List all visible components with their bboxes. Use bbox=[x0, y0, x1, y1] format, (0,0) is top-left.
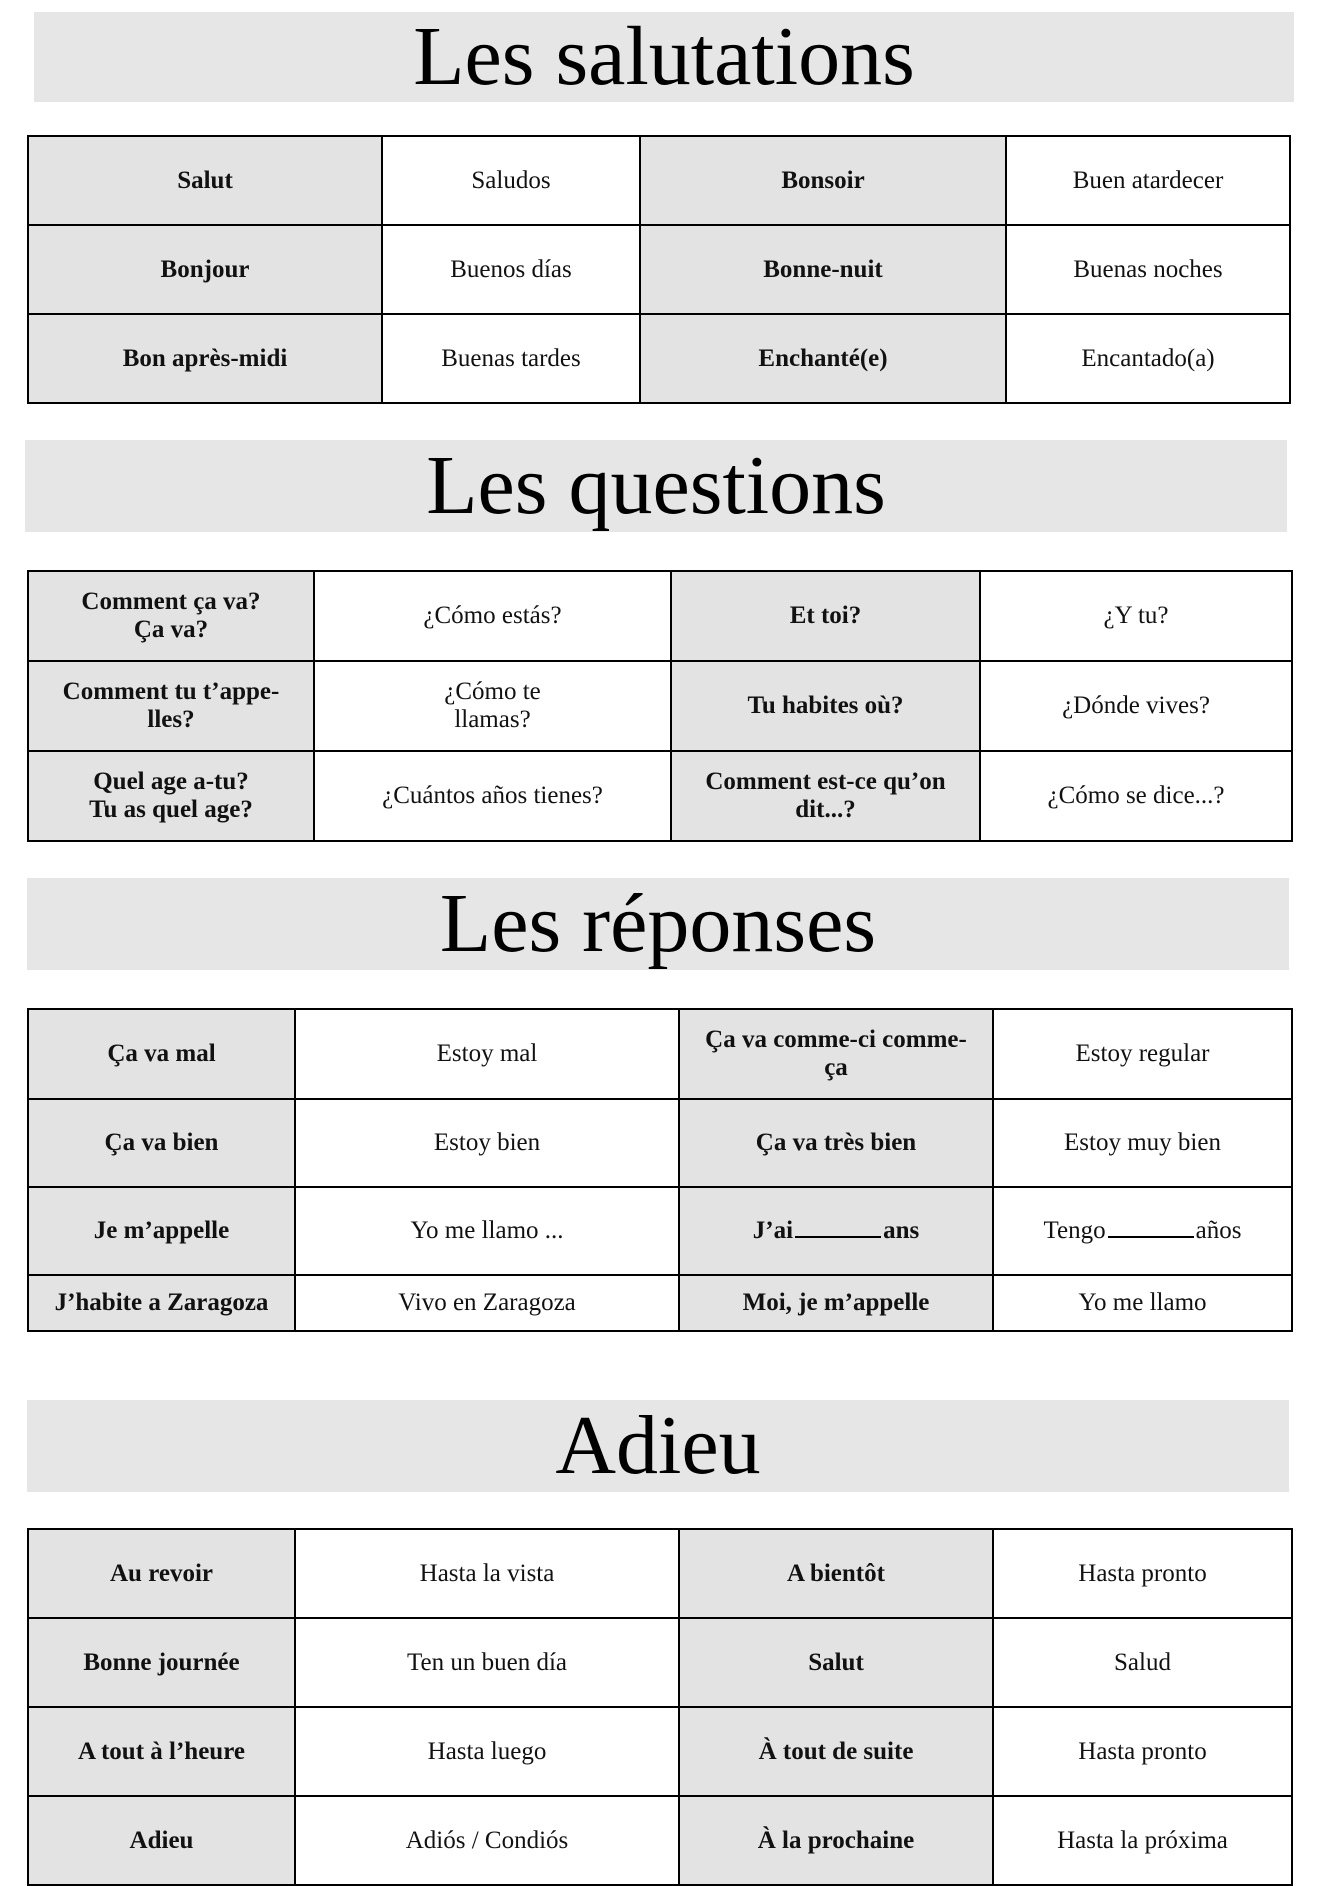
spanish-translation-cell: ¿Cuántos años tienes? bbox=[314, 751, 671, 841]
spanish-translation-cell: Encantado(a) bbox=[1006, 314, 1290, 403]
spanish-translation-cell: Estoy muy bien bbox=[993, 1099, 1292, 1187]
french-term-cell: Bon après-midi bbox=[28, 314, 382, 403]
spanish-translation-cell: Hasta pronto bbox=[993, 1529, 1292, 1618]
spanish-translation-cell: Estoy mal bbox=[295, 1009, 679, 1099]
spanish-translation-cell: Hasta luego bbox=[295, 1707, 679, 1796]
spanish-translation-cell: Buenos días bbox=[382, 225, 640, 314]
table-row bbox=[28, 1529, 1292, 1618]
french-term-cell: A tout à l’heure bbox=[28, 1707, 295, 1796]
table-row bbox=[28, 751, 1292, 841]
spanish-translation-cell: ¿Cómo estás? bbox=[314, 571, 671, 661]
french-term-cell: Ça va très bien bbox=[679, 1099, 993, 1187]
spanish-translation-cell: Hasta pronto bbox=[993, 1707, 1292, 1796]
table-row bbox=[28, 136, 1290, 225]
french-term-cell: Bonjour bbox=[28, 225, 382, 314]
french-term-cell: J’habite a Zaragoza bbox=[28, 1275, 295, 1331]
spanish-translation-cell: Buenas noches bbox=[1006, 225, 1290, 314]
french-term-cell: Quel age a-tu? Tu as quel age? bbox=[28, 751, 314, 841]
spanish-translation-cell: Tengo años bbox=[993, 1187, 1292, 1275]
french-term-cell: J’ai ans bbox=[679, 1187, 993, 1275]
spanish-translation-cell: Estoy bien bbox=[295, 1099, 679, 1187]
vocab-table-questions bbox=[27, 570, 1293, 842]
french-term-cell: Et toi? bbox=[671, 571, 980, 661]
spanish-translation-cell: Adiós / Condiós bbox=[295, 1796, 679, 1885]
spanish-translation-cell: Estoy regular bbox=[993, 1009, 1292, 1099]
french-term-cell: Salut bbox=[679, 1618, 993, 1707]
spanish-translation-cell: Saludos bbox=[382, 136, 640, 225]
french-term-cell: À tout de suite bbox=[679, 1707, 993, 1796]
french-term-cell: Bonne journée bbox=[28, 1618, 295, 1707]
vocab-table-adieu bbox=[27, 1528, 1293, 1886]
spanish-translation-cell: Vivo en Zaragoza bbox=[295, 1275, 679, 1331]
french-term-cell: Moi, je m’appelle bbox=[679, 1275, 993, 1331]
table-row bbox=[28, 1618, 1292, 1707]
spanish-translation-cell: Buen atardecer bbox=[1006, 136, 1290, 225]
table-row bbox=[28, 1707, 1292, 1796]
spanish-translation-cell: ¿Cómo se dice...? bbox=[980, 751, 1292, 841]
spanish-translation-cell: ¿Dónde vives? bbox=[980, 661, 1292, 751]
french-term-cell: A bientôt bbox=[679, 1529, 993, 1618]
french-term-cell: Adieu bbox=[28, 1796, 295, 1885]
table-row bbox=[28, 1275, 1292, 1331]
vocab-table-salutations bbox=[27, 135, 1291, 404]
french-term-cell: Comment ça va? Ça va? bbox=[28, 571, 314, 661]
table-row bbox=[28, 225, 1290, 314]
table-row bbox=[28, 314, 1290, 403]
spanish-translation-cell: ¿Y tu? bbox=[980, 571, 1292, 661]
french-term-cell: Bonsoir bbox=[640, 136, 1006, 225]
french-term-cell: Au revoir bbox=[28, 1529, 295, 1618]
section-title-salutations: Les salutations bbox=[34, 12, 1294, 102]
french-term-cell: Tu habites où? bbox=[671, 661, 980, 751]
french-term-cell: Bonne-nuit bbox=[640, 225, 1006, 314]
spanish-translation-cell: Salud bbox=[993, 1618, 1292, 1707]
table-row bbox=[28, 1099, 1292, 1187]
spanish-translation-cell: ¿Cómo te llamas? bbox=[314, 661, 671, 751]
table-row bbox=[28, 571, 1292, 661]
table-row bbox=[28, 661, 1292, 751]
spanish-translation-cell: Yo me llamo ... bbox=[295, 1187, 679, 1275]
spanish-translation-cell: Hasta la vista bbox=[295, 1529, 679, 1618]
section-title-adieu: Adieu bbox=[27, 1400, 1289, 1492]
french-term-cell: À la prochaine bbox=[679, 1796, 993, 1885]
french-term-cell: Ça va bien bbox=[28, 1099, 295, 1187]
section-title-reponses: Les réponses bbox=[27, 878, 1289, 970]
french-term-cell: Je m’appelle bbox=[28, 1187, 295, 1275]
spanish-translation-cell: Buenas tardes bbox=[382, 314, 640, 403]
french-term-cell: Comment tu t’appe- lles? bbox=[28, 661, 314, 751]
table-row bbox=[28, 1187, 1292, 1275]
french-term-cell: Salut bbox=[28, 136, 382, 225]
fill-in-blank bbox=[1108, 1235, 1194, 1238]
spanish-translation-cell: Yo me llamo bbox=[993, 1275, 1292, 1331]
french-term-cell: Ça va mal bbox=[28, 1009, 295, 1099]
french-term-cell: Ça va comme-ci comme- ça bbox=[679, 1009, 993, 1099]
fill-in-blank bbox=[795, 1235, 881, 1238]
section-title-questions: Les questions bbox=[25, 440, 1287, 532]
vocab-table-reponses bbox=[27, 1008, 1293, 1332]
table-row bbox=[28, 1009, 1292, 1099]
spanish-translation-cell: Ten un buen día bbox=[295, 1618, 679, 1707]
french-term-cell: Comment est-ce qu’on dit...? bbox=[671, 751, 980, 841]
french-term-cell: Enchanté(e) bbox=[640, 314, 1006, 403]
spanish-translation-cell: Hasta la próxima bbox=[993, 1796, 1292, 1885]
